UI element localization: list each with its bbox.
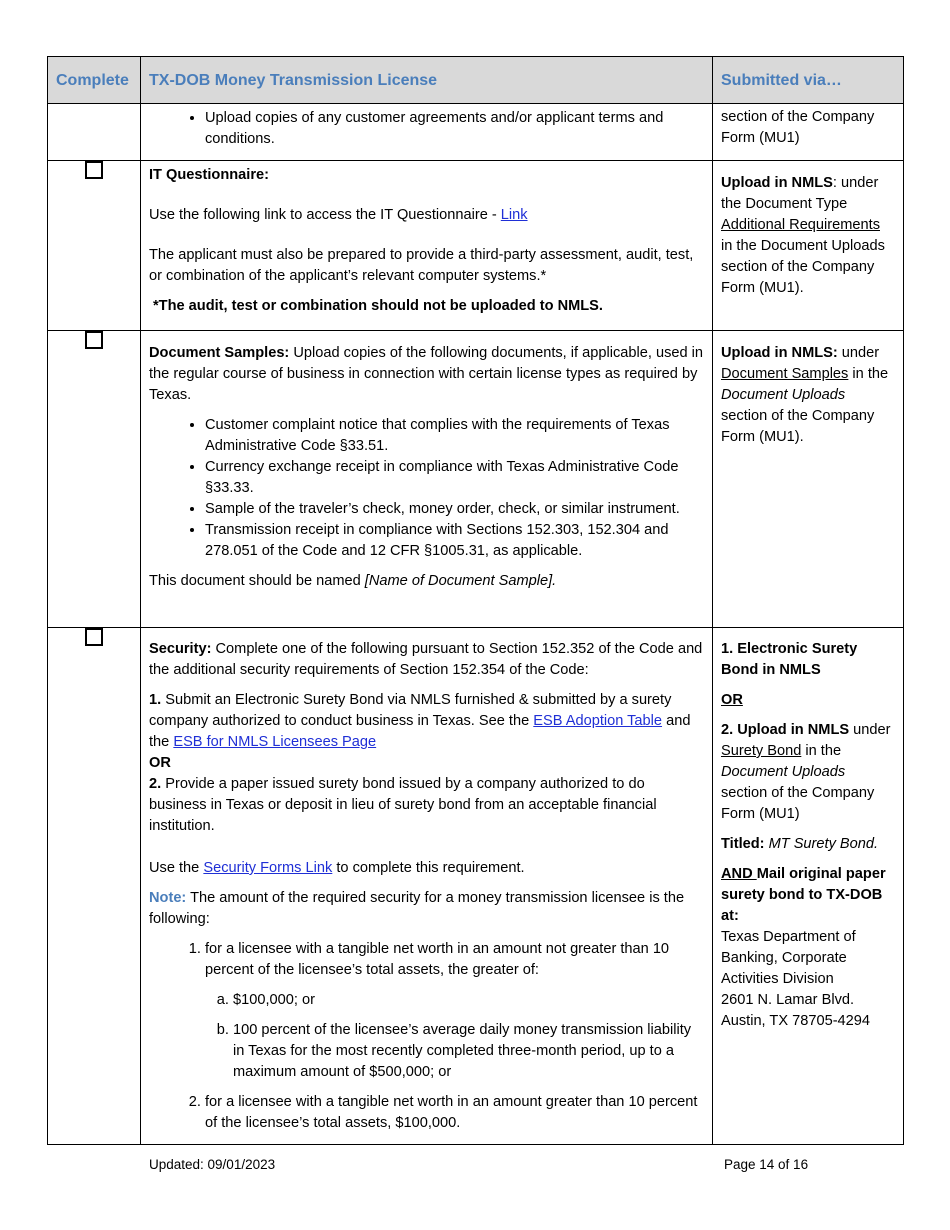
address-line: 2601 N. Lamar Blvd.: [721, 992, 855, 1008]
submitted-or: OR: [721, 692, 743, 708]
submitted-text: Upload in NMLS: under the Document Type Additional Requirements in the Document Uploads section of the Company Form (MU1).: [721, 175, 885, 296]
complete-checkbox[interactable]: [85, 331, 103, 349]
security-option-1: 1. Submit an Electronic Surety Bond via NMLS furnished & submitted by a surety company authorized to conduct business in Texas. See the ESB Adoption Table and the ESB for NMLS Licensees Page: [149, 692, 691, 750]
table-row: [48, 161, 904, 331]
security-option-2: 2. Provide a paper issued surety bond issued by a company authorized to do business in Texas or deposit in lieu of surety bond from an acceptable financial institution.: [149, 776, 657, 834]
it-questionnaire-title: IT Questionnaire:: [149, 167, 270, 183]
requirements-table: [47, 56, 904, 1145]
security-or: OR: [149, 755, 171, 771]
address-line: Texas Department of Banking, Corporate Activities Division: [721, 929, 856, 987]
submitted-esb: 1. Electronic Surety Bond in NMLS: [721, 641, 858, 678]
list-item: a. $100,000; or: [233, 990, 704, 1011]
submitted-mail: AND Mail original paper surety bond to TX-DOB at:: [721, 866, 886, 924]
complete-checkbox[interactable]: [85, 161, 103, 179]
complete-checkbox[interactable]: [85, 628, 103, 646]
document-samples-intro: Document Samples: Upload copies of the following documents, if applicable, used in the regular course of business in connection with certain license types as required by Texas.: [149, 345, 704, 403]
submitted-text: section of the Company Form (MU1): [721, 109, 875, 146]
esb-licensees-page-link[interactable]: ESB for NMLS Licensees Page: [173, 734, 377, 750]
security-sub-list: [205, 990, 704, 1083]
list-item: • Upload copies of any customer agreements and/or applicant terms and conditions.: [205, 108, 704, 150]
document-named-line: This document should be named [Name of Document Sample].: [149, 573, 557, 589]
table-row: [48, 628, 904, 1145]
it-questionnaire-note: *The audit, test or combination should not be uploaded to NMLS.: [153, 298, 603, 314]
table-row: [48, 331, 904, 628]
security-forms-link[interactable]: Security Forms Link: [203, 860, 333, 876]
security-amount-list: [149, 939, 704, 1134]
esb-adoption-table-link[interactable]: ESB Adoption Table: [533, 713, 663, 729]
header-license: TX-DOB Money Transmission License: [141, 57, 713, 104]
table-header-row: [48, 57, 904, 104]
header-submitted: Submitted via…: [713, 57, 904, 104]
list-item: • Currency exchange receipt in compliance with Texas Administrative Code §33.33.: [205, 457, 704, 499]
it-questionnaire-link-line: Use the following link to access the IT Questionnaire - Link: [149, 207, 528, 223]
submitted-text: Upload in NMLS: under Document Samples in the Document Uploads section of the Company Form (MU1).: [721, 345, 889, 445]
it-questionnaire-paragraph: The applicant must also be prepared to provide a third-party assessment, audit, test, or combination of the applicant’s relevant computer systems.*: [149, 247, 694, 284]
submitted-upload: 2. Upload in NMLS under Surety Bond in the Document Uploads section of the Company Form (MU1): [721, 722, 891, 822]
list-item: 1. for a licensee with a tangible net worth in an amount not greater than 10 percent of the licensee’s total assets, the greater of: a. $100,000; or b. 100 percent of the licensee’s average daily money transmission liability in Texas for the most recently completed three-month period, up to a maximum amount of $500,000; or: [205, 939, 704, 1083]
address-line: Austin, TX 78705-4294: [721, 1013, 871, 1029]
submitted-titled: Titled: MT Surety Bond.: [721, 836, 879, 852]
complete-cell-empty: [48, 104, 141, 161]
header-complete: Complete: [48, 57, 141, 104]
list-item: • Sample of the traveler’s check, money order, check, or similar instrument.: [205, 499, 704, 520]
footer-page-number: Page 14 of 16: [724, 1157, 809, 1172]
it-questionnaire-link[interactable]: Link: [500, 207, 528, 223]
document-samples-list: [149, 415, 704, 562]
security-intro: Security: Complete one of the following pursuant to Section 152.352 of the Code and the additional security requirements of Section 152.354 of the Code:: [149, 641, 703, 678]
list-item: b. 100 percent of the licensee’s average daily money transmission liability in Texas for the most recently completed three-month period, up to a maximum amount of $500,000; or: [233, 1020, 704, 1083]
footer-updated: Updated: 09/01/2023: [149, 1157, 276, 1172]
list-item: 2. for a licensee with a tangible net worth in an amount greater than 10 percent of the licensee’s total assets, $100,000.: [205, 1092, 704, 1134]
security-forms-line: Use the Security Forms Link to complete this requirement.: [149, 860, 525, 876]
list-item: • Customer complaint notice that complies with the requirements of Texas Administrative Code §33.51.: [205, 415, 704, 457]
table-row: [48, 104, 904, 161]
agreements-bullet-list: [149, 108, 704, 150]
list-item: • Transmission receipt in compliance with Sections 152.303, 152.304 and 278.051 of the Code and 12 CFR §1005.31, as applicable.: [205, 520, 704, 562]
security-note: Note: The amount of the required security for a money transmission licensee is the following:: [149, 890, 685, 927]
